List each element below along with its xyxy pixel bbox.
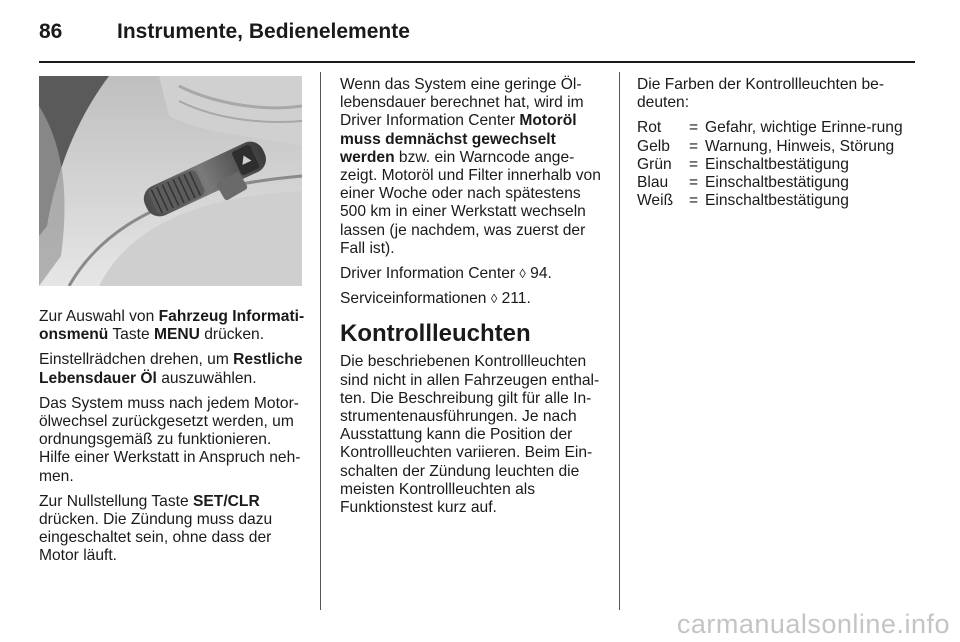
- column-divider-1: [320, 72, 321, 610]
- page-title: Instrumente, Bedienelemente: [117, 20, 410, 43]
- color-name: Grün: [637, 155, 672, 173]
- watermark: carmanualsonline.info: [676, 609, 950, 639]
- color-name: Weiß: [637, 192, 674, 210]
- equals-sign: =: [689, 155, 699, 173]
- color-meaning: Einschaltbestätigung: [705, 155, 849, 173]
- equals-sign: =: [689, 137, 699, 155]
- paragraph-thumbwheel: Einstellrädchen drehen, um Restliche Lebensdauer Öl auszuwählen.: [39, 351, 303, 387]
- column-3: [637, 76, 905, 210]
- color-row: [637, 138, 903, 156]
- color-meaning: Einschaltbestätigung: [705, 174, 849, 192]
- color-row: [637, 119, 903, 137]
- color-name: Blau: [637, 174, 669, 192]
- reference-serviceinformationen[interactable]: Serviceinformationen ◊ 211.: [340, 290, 531, 308]
- header-divider: [39, 61, 915, 63]
- color-row: [637, 192, 903, 210]
- paragraph-color-intro: Die Farben der Kontrollleuchten be-deuten:: [637, 76, 885, 112]
- column-2: [340, 76, 604, 524]
- equals-sign: =: [689, 174, 699, 192]
- page-reference-arrow-icon: ◊: [519, 266, 526, 282]
- paragraph-menu-select: Zur Auswahl von Fahrzeug Informati-onsmenü Taste MENU drücken.: [39, 308, 305, 344]
- color-name: Gelb: [637, 137, 670, 155]
- paragraph-reset-info: Das System muss nach jedem Motor-ölwechsel zurückgesetzt werden, um ordnungsgemäß zu funktionieren. Hilfe einer Werkstatt in Anspruch neh-men.: [39, 394, 301, 485]
- page-header: [39, 14, 410, 50]
- paragraph-reset-instructions: Zur Nullstellung Taste SET/CLR drücken. Die Zündung muss dazu eingeschaltet sein, ohne dass der Motor läuft.: [39, 492, 273, 565]
- steering-stalk-figure: [39, 76, 302, 286]
- equals-sign: =: [689, 192, 699, 210]
- color-meaning: Gefahr, wichtige Erinne-rung: [705, 119, 903, 137]
- color-meaning: Warnung, Hinweis, Störung: [705, 137, 895, 155]
- color-meaning: Einschaltbestätigung: [705, 192, 849, 210]
- steering-stalk-illustration: [39, 76, 302, 286]
- color-name: Rot: [637, 119, 662, 137]
- paragraph-kontrollleuchten: Die beschriebenen Kontrollleuchten sind nicht in allen Fahrzeugen enthal-ten. Die Beschreibung gilt für alle In-strumentenausführungen. Je nach Ausstattung kann die Position der Kontrollleuchten variieren. Beim Ein-schalten der Zündung leuchten die meisten Kontrollleuchten als Funktionstest kurz auf.: [340, 353, 600, 517]
- page-number: 86: [39, 20, 63, 43]
- color-row: [637, 174, 903, 192]
- column-1: [39, 76, 305, 573]
- page-reference-arrow-icon: ◊: [490, 291, 498, 307]
- equals-sign: =: [689, 119, 699, 137]
- reference-driver-information-center[interactable]: Driver Information Center ◊ 94.: [340, 265, 552, 283]
- color-meaning-table: [637, 119, 903, 210]
- column-divider-2: [619, 72, 620, 610]
- paragraph-oil-warning: Wenn das System eine geringe Öl-lebensdauer berechnet hat, wird im Driver Information Center Motoröl muss demnächst gewechselt werden bzw. ein Warncode ange-zeigt. Motoröl und Filter innerhalb von einer Woche oder nach spätestens 500 km in einer Werkstatt wechseln lassen (je nachdem, was zuerst der Fall ist).: [340, 76, 601, 257]
- section-heading-kontrollleuchten: Kontrollleuchten: [340, 320, 531, 348]
- color-row: [637, 156, 903, 174]
